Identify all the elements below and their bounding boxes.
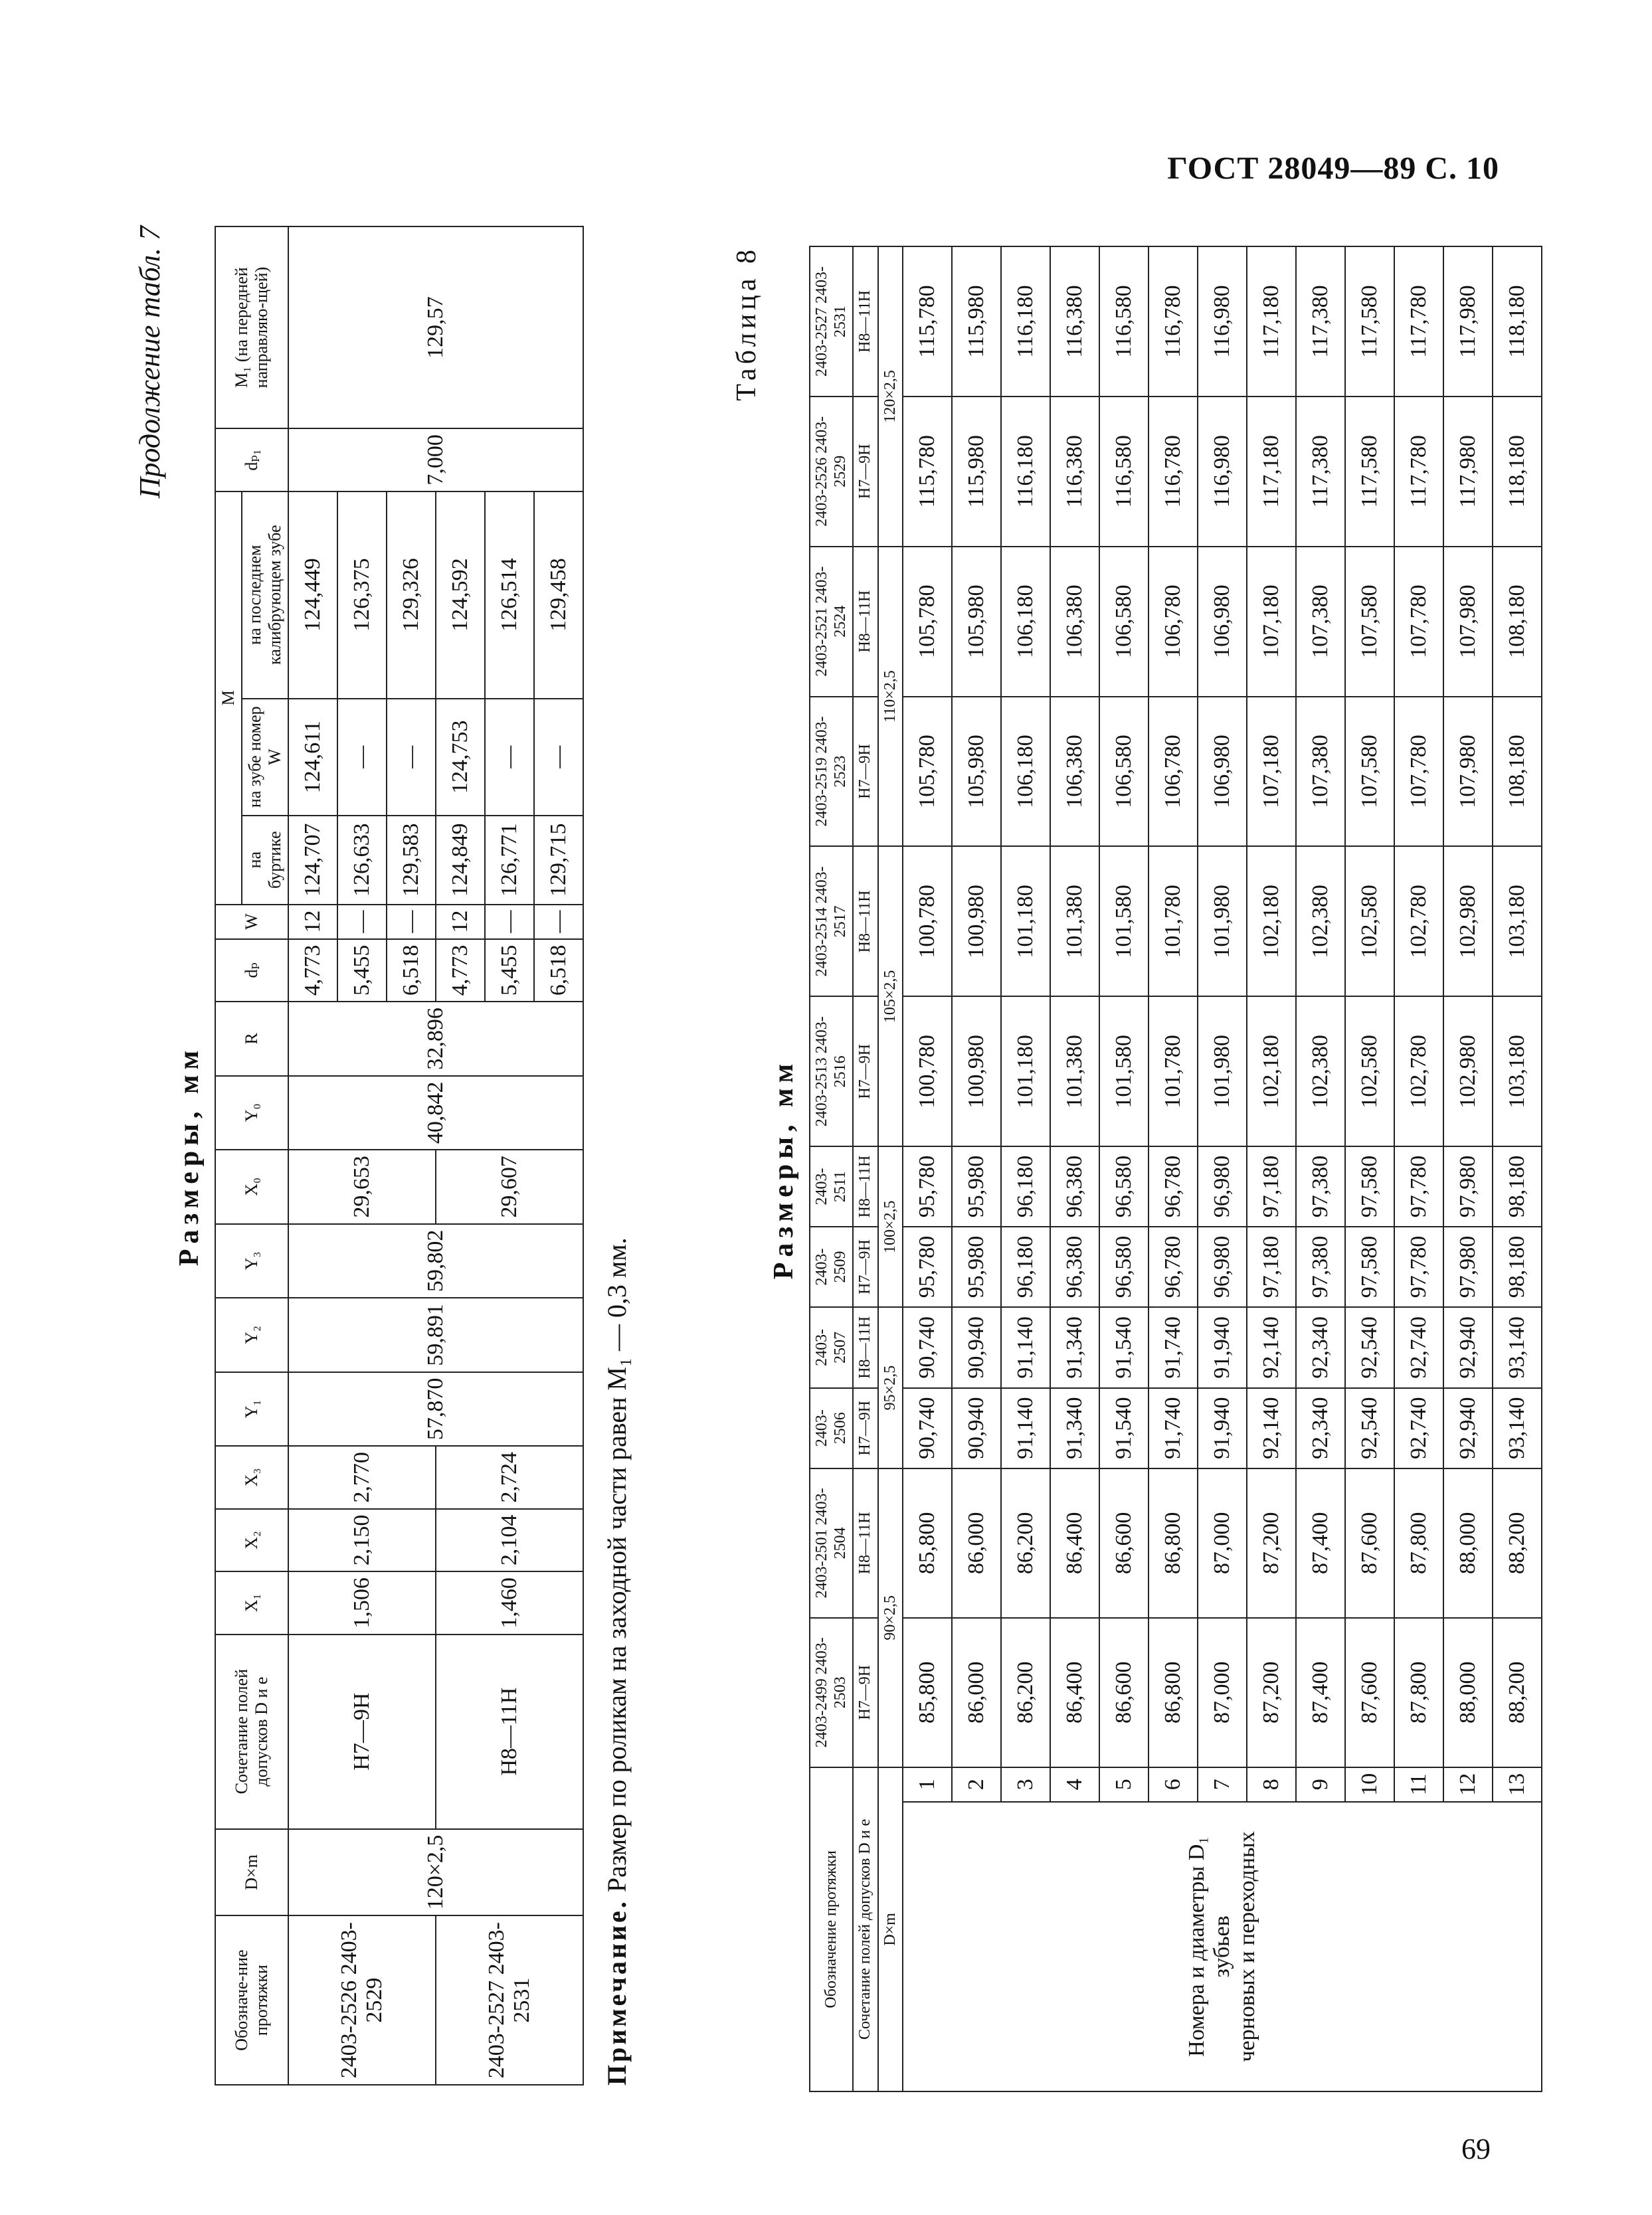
t8-cell: 118,180	[1493, 246, 1542, 397]
t8-cell: 95,780	[903, 1227, 952, 1307]
t8-cell: 91,540	[1099, 1388, 1148, 1468]
t7-h-x1: X₁	[215, 1571, 288, 1635]
t8-cell: 96,780	[1148, 1227, 1198, 1307]
t8-cell: 117,580	[1345, 397, 1394, 547]
t8-cell: 88,200	[1493, 1618, 1542, 1767]
t8-cell: 101,580	[1099, 996, 1148, 1146]
t7-h-m1: M₁ (на передней направляю-щей)	[215, 226, 288, 428]
t8-cell: 87,800	[1394, 1468, 1443, 1618]
t8-cell: 116,180	[1001, 246, 1050, 397]
t8-cell: 88,000	[1443, 1468, 1493, 1618]
t8-cell: 86,000	[952, 1618, 1001, 1767]
t8-cell: 87,600	[1345, 1468, 1394, 1618]
t8-cell: 102,180	[1247, 846, 1296, 996]
t7-mtooth: 124,753	[436, 699, 485, 816]
t7-msh: 126,771	[485, 816, 534, 905]
t8-cell: 86,000	[952, 1468, 1001, 1618]
t8-cell: 91,540	[1099, 1307, 1148, 1387]
t8-cell: 86,800	[1148, 1468, 1198, 1618]
t8-cell: 91,740	[1148, 1388, 1198, 1468]
t8-tooth-number: 6	[1148, 1767, 1198, 1802]
t8-side-label-b: черновых и переходных	[1235, 1831, 1260, 2062]
t8-cell: 90,740	[903, 1307, 952, 1387]
t7-h-dp: dₚ	[215, 939, 288, 1002]
t8-col-tol: H8—11H	[853, 1307, 878, 1387]
t7-mtooth: —	[485, 699, 534, 816]
t7-msh: 124,707	[288, 816, 337, 905]
t7-h-y2: Y₂	[215, 1298, 288, 1372]
t8-cell: 87,000	[1198, 1618, 1247, 1767]
t8-cell: 92,340	[1296, 1307, 1345, 1387]
t8-cell: 103,180	[1493, 996, 1542, 1146]
t8-cell: 116,380	[1050, 246, 1099, 397]
t8-cell: 102,380	[1296, 846, 1345, 996]
table8-title: Таблица 8	[731, 246, 762, 401]
t8-cell: 115,980	[952, 397, 1001, 547]
t8-cell: 115,780	[903, 246, 952, 397]
t8-cell: 105,780	[903, 547, 952, 697]
t7-y0: 40,842	[288, 1076, 583, 1150]
t8-cell: 90,940	[952, 1307, 1001, 1387]
page-number: 69	[1461, 2133, 1491, 2165]
t7-h-m-shoulder: на буртике	[242, 816, 288, 905]
t8-cell: 87,400	[1296, 1468, 1345, 1618]
t7-msh: 129,715	[534, 816, 583, 905]
t8-cell: 117,580	[1345, 246, 1394, 397]
t8-col-tol: H7—9H	[853, 1388, 878, 1468]
t7-w: —	[387, 905, 436, 939]
t7-x0: 29,653	[288, 1150, 436, 1224]
t7-w: 12	[288, 905, 337, 939]
t8-cell: 118,180	[1493, 397, 1542, 547]
t8-cell: 97,980	[1443, 1227, 1493, 1307]
t8-tooth-number: 3	[1001, 1767, 1050, 1802]
t7-mlast: 124,592	[436, 491, 485, 699]
t7-w: 12	[436, 905, 485, 939]
t8-cell: 103,180	[1493, 846, 1542, 996]
t8-cell: 107,780	[1394, 697, 1443, 847]
t8-dxm-group: 110×2,5	[878, 547, 903, 847]
table8-units: Размеры, мм	[769, 1058, 799, 1280]
t8-cell: 115,780	[903, 397, 952, 547]
t7-h-y1: Y₁	[215, 1372, 288, 1447]
t7-msh: 126,633	[337, 816, 387, 905]
t8-tooth-number: 13	[1493, 1767, 1542, 1802]
t8-cell: 90,940	[952, 1388, 1001, 1468]
t8-dxm-group: 90×2,5	[878, 1468, 903, 1767]
t8-cell: 106,380	[1050, 697, 1099, 847]
t8-cell: 96,580	[1099, 1227, 1148, 1307]
t8-cell: 100,780	[903, 996, 952, 1146]
t8-cell: 107,580	[1345, 697, 1394, 847]
t8-cell: 116,580	[1099, 246, 1148, 397]
t8-cell: 101,980	[1198, 996, 1247, 1146]
t8-col-tol: H7—9H	[853, 1227, 878, 1307]
t8-cell: 86,200	[1001, 1468, 1050, 1618]
t8-col-code: 2403-2526 2403-2529	[810, 397, 853, 547]
t8-cell: 117,780	[1394, 397, 1443, 547]
t8-cell: 95,780	[903, 1146, 952, 1227]
t7-h-x0: X₀	[215, 1150, 288, 1224]
t8-cell: 93,140	[1493, 1388, 1542, 1468]
t8-col-tol: H8—11H	[853, 1468, 878, 1618]
table8-block	[731, 246, 1542, 2092]
t8-cell: 96,980	[1198, 1146, 1247, 1227]
t7-w: —	[534, 905, 583, 939]
t8-col-code: 2403-2507	[810, 1307, 853, 1387]
t8-cell: 92,140	[1247, 1307, 1296, 1387]
t7-mtooth: —	[387, 699, 436, 816]
t7-h-dp1: dₚ₁	[215, 428, 288, 491]
t8-cell: 86,400	[1050, 1618, 1099, 1767]
t8-cell: 102,980	[1443, 996, 1493, 1146]
t7-x0: 29,607	[436, 1150, 583, 1224]
t8-cell: 102,780	[1394, 996, 1443, 1146]
t8-cell: 86,600	[1099, 1618, 1148, 1767]
t8-cell: 101,380	[1050, 996, 1099, 1146]
t8-cell: 92,540	[1345, 1388, 1394, 1468]
t8-cell: 85,800	[903, 1468, 952, 1618]
t7-h-m-last: на последнем калибрующем зубе	[242, 491, 288, 699]
t7-h-m: M	[215, 491, 242, 905]
t8-cell: 92,140	[1247, 1388, 1296, 1468]
t8-cell: 86,200	[1001, 1618, 1050, 1767]
t8-tooth-number: 9	[1296, 1767, 1345, 1802]
t8-cell: 107,180	[1247, 697, 1296, 847]
t8-cell: 117,380	[1296, 246, 1345, 397]
t7-h-y3: Y₃	[215, 1224, 288, 1298]
t8-cell: 116,980	[1198, 397, 1247, 547]
table7-units: Размеры, мм	[174, 1045, 205, 1267]
t8-cell: 95,980	[952, 1227, 1001, 1307]
t8-col-code: 2403-2513 2403-2516	[810, 996, 853, 1146]
t8-tooth-number: 4	[1050, 1767, 1099, 1802]
t8-cell: 101,380	[1050, 846, 1099, 996]
t8-cell: 93,140	[1493, 1307, 1542, 1387]
t8-dxm-group: 100×2,5	[878, 1146, 903, 1307]
t8-cell: 106,580	[1099, 697, 1148, 847]
t7-h-tolerance: Сочетание полей допусков D и e	[215, 1635, 288, 1829]
t7-dp: 5,455	[485, 939, 534, 1002]
table7-note	[601, 226, 632, 2085]
t8-tooth-number: 1	[903, 1767, 952, 1802]
t8-cell: 102,380	[1296, 996, 1345, 1146]
t8-col-tol: H7—9H	[853, 1618, 878, 1767]
t8-cell: 91,740	[1148, 1307, 1198, 1387]
table-row	[436, 226, 485, 2085]
t8-cell: 91,940	[1198, 1388, 1247, 1468]
t8-tooth-number: 10	[1345, 1767, 1394, 1802]
t8-cell: 87,800	[1394, 1618, 1443, 1767]
t8-cell: 97,780	[1394, 1227, 1443, 1307]
t8-cell: 107,180	[1247, 547, 1296, 697]
t7-dp: 4,773	[436, 939, 485, 1002]
t8-cell: 116,780	[1148, 397, 1198, 547]
t8-cell: 117,980	[1443, 246, 1493, 397]
t7-y1: 57,870	[288, 1372, 583, 1447]
t8-cell: 116,380	[1050, 397, 1099, 547]
t8-cell: 87,400	[1296, 1618, 1345, 1767]
t8-cell: 117,380	[1296, 397, 1345, 547]
page-header: ГОСТ 28049—89 С. 10	[1167, 151, 1499, 186]
t8-col-tol: H7—9H	[853, 697, 878, 847]
t8-cell: 87,200	[1247, 1618, 1296, 1767]
t7-w: —	[337, 905, 387, 939]
t8-cell: 91,340	[1050, 1307, 1099, 1387]
t8-cell: 106,180	[1001, 697, 1050, 847]
t8-cell: 102,580	[1345, 996, 1394, 1146]
t8-cell: 106,580	[1099, 547, 1148, 697]
t8-side-label	[903, 1802, 1542, 2091]
t8-cell: 107,780	[1394, 547, 1443, 697]
t8-dxm-group: 120×2,5	[878, 246, 903, 547]
t8-cell: 96,980	[1198, 1227, 1247, 1307]
t8-cell: 97,780	[1394, 1146, 1443, 1227]
table8	[809, 246, 1542, 2092]
t7-x2: 2,104	[436, 1509, 583, 1572]
t8-col-tol: H8—11H	[853, 1146, 878, 1227]
t8-col-code: 2403-2506	[810, 1388, 853, 1468]
t7-h-designation: Обозначе-ние протяжки	[215, 1915, 288, 2085]
t8-cell: 95,980	[952, 1146, 1001, 1227]
t8-cell: 107,380	[1296, 697, 1345, 847]
t8-cell: 97,580	[1345, 1227, 1394, 1307]
t8-cell: 105,980	[952, 547, 1001, 697]
t7-tol: H7—9H	[288, 1635, 436, 1829]
t8-cell: 97,980	[1443, 1146, 1493, 1227]
t7-mtooth: 124,611	[288, 699, 337, 816]
t7-r: 32,896	[288, 1002, 583, 1076]
t7-h-x3: X₃	[215, 1446, 288, 1509]
t8-cell: 96,180	[1001, 1227, 1050, 1307]
t8-cell: 100,780	[903, 846, 952, 996]
t7-x2: 2,150	[288, 1509, 436, 1572]
t7-x3: 2,770	[288, 1446, 436, 1509]
t7-dp: 5,455	[337, 939, 387, 1002]
table7-note-text: Размер по роликам на заходной части равен M₁ — 0,3 мм.	[601, 1237, 632, 1893]
t7-mtooth: —	[534, 699, 583, 816]
t7-m1: 129,57	[288, 226, 583, 428]
t8-cell: 117,180	[1247, 246, 1296, 397]
t8-cell: 98,180	[1493, 1227, 1542, 1307]
t8-cell: 88,200	[1493, 1468, 1542, 1618]
t8-col-code: 2403-2521 2403-2524	[810, 547, 853, 697]
t8-cell: 116,580	[1099, 397, 1148, 547]
t8-cell: 106,780	[1148, 697, 1198, 847]
t8-col-code: 2403-2509	[810, 1227, 853, 1307]
t7-h-dxm: D×m	[215, 1829, 288, 1916]
t8-cell: 101,780	[1148, 996, 1198, 1146]
t8-cell: 101,180	[1001, 846, 1050, 996]
t8-cell: 117,180	[1247, 397, 1296, 547]
table7-block	[133, 226, 632, 2085]
t8-cell: 106,980	[1198, 697, 1247, 847]
table-row	[288, 226, 337, 2085]
t8-cell: 91,140	[1001, 1388, 1050, 1468]
t8-cell: 85,800	[903, 1618, 952, 1767]
t8-cell: 102,780	[1394, 846, 1443, 996]
t8-col-tol: H7—9H	[853, 996, 878, 1146]
table7-note-label: Примечание.	[601, 1899, 632, 2085]
t8-dxm-group: 105×2,5	[878, 846, 903, 1146]
t8-cell: 87,000	[1198, 1468, 1247, 1618]
t8-cell: 106,380	[1050, 547, 1099, 697]
t8-cell: 97,580	[1345, 1146, 1394, 1227]
t8-h-tolerance: Сочетание полей допусков D и e	[853, 1767, 878, 2091]
t8-cell: 105,980	[952, 697, 1001, 847]
t8-cell: 91,940	[1198, 1307, 1247, 1387]
t7-w: —	[485, 905, 534, 939]
t8-tooth-number: 5	[1099, 1767, 1148, 1802]
t8-tooth-number: 2	[952, 1767, 1001, 1802]
t8-cell: 98,180	[1493, 1146, 1542, 1227]
t7-code: 2403-2527 2403-2531	[436, 1915, 583, 2085]
t8-tooth-number: 8	[1247, 1767, 1296, 1802]
t7-mlast: 126,514	[485, 491, 534, 699]
t8-cell: 101,580	[1099, 846, 1148, 996]
t8-cell: 106,780	[1148, 547, 1198, 697]
t8-cell: 105,780	[903, 697, 952, 847]
t7-mtooth: —	[337, 699, 387, 816]
t8-cell: 91,140	[1001, 1307, 1050, 1387]
t8-cell: 102,180	[1247, 996, 1296, 1146]
t8-cell: 101,180	[1001, 996, 1050, 1146]
t8-cell: 106,980	[1198, 547, 1247, 697]
t8-cell: 96,380	[1050, 1146, 1099, 1227]
t7-h-x2: X₂	[215, 1509, 288, 1572]
t8-cell: 102,580	[1345, 846, 1394, 996]
t8-cell: 116,780	[1148, 246, 1198, 397]
t8-cell: 117,980	[1443, 397, 1493, 547]
t8-cell: 96,380	[1050, 1227, 1099, 1307]
t8-cell: 107,580	[1345, 547, 1394, 697]
t8-cell: 91,340	[1050, 1388, 1099, 1468]
t8-cell: 117,780	[1394, 246, 1443, 397]
t7-h-r: R	[215, 1002, 288, 1076]
t8-cell: 92,340	[1296, 1388, 1345, 1468]
t8-cell: 96,780	[1148, 1146, 1198, 1227]
t8-cell: 100,980	[952, 996, 1001, 1146]
t8-cell: 87,200	[1247, 1468, 1296, 1618]
t8-dxm-group: 95×2,5	[878, 1307, 903, 1468]
t8-cell: 92,940	[1443, 1388, 1493, 1468]
t8-cell: 97,380	[1296, 1146, 1345, 1227]
t8-cell: 97,180	[1247, 1227, 1296, 1307]
t8-cell: 101,980	[1198, 846, 1247, 996]
t8-cell: 86,800	[1148, 1618, 1198, 1767]
t8-tooth-number: 7	[1198, 1767, 1247, 1802]
t8-col-tol: H8—11H	[853, 846, 878, 996]
t8-cell: 106,180	[1001, 547, 1050, 697]
t7-mlast: 124,449	[288, 491, 337, 699]
t8-cell: 96,180	[1001, 1146, 1050, 1227]
t8-col-tol: H8—11H	[853, 246, 878, 397]
t7-mlast: 129,458	[534, 491, 583, 699]
t8-cell: 107,380	[1296, 547, 1345, 697]
t8-cell: 92,740	[1394, 1388, 1443, 1468]
t8-cell: 92,540	[1345, 1307, 1394, 1387]
table-row	[903, 246, 952, 2091]
t7-msh: 124,849	[436, 816, 485, 905]
t8-cell: 107,980	[1443, 547, 1493, 697]
t8-cell: 116,180	[1001, 397, 1050, 547]
t7-x3: 2,724	[436, 1446, 583, 1509]
t8-cell: 102,980	[1443, 846, 1493, 996]
t7-dp: 6,518	[387, 939, 436, 1002]
t8-col-code: 2403-2519 2403-2523	[810, 697, 853, 847]
t8-h-dxm: D×m	[878, 1767, 903, 2091]
t8-cell: 96,580	[1099, 1146, 1148, 1227]
t8-col-code: 2403-2511	[810, 1146, 853, 1227]
t8-col-code: 2403-2501 2403-2504	[810, 1468, 853, 1618]
t8-col-code: 2403-2514 2403-2517	[810, 846, 853, 996]
t8-cell: 88,000	[1443, 1618, 1493, 1767]
t7-code: 2403-2526 2403-2529	[288, 1915, 436, 2085]
t7-x1: 1,460	[436, 1571, 583, 1635]
t8-cell: 100,980	[952, 846, 1001, 996]
t7-mlast: 126,375	[337, 491, 387, 699]
t8-cell: 108,180	[1493, 547, 1542, 697]
t7-msh: 129,583	[387, 816, 436, 905]
t8-cell: 86,600	[1099, 1468, 1148, 1618]
t8-cell: 116,980	[1198, 246, 1247, 397]
t7-h-m-tooth: на зубе номер W	[242, 699, 288, 816]
t7-dp1: 7,000	[288, 428, 583, 491]
t8-h-designation: Обозначение протяжки	[810, 1767, 853, 2091]
t8-tooth-number: 11	[1394, 1767, 1443, 1802]
t8-col-tol: H8—11H	[853, 547, 878, 697]
t8-col-tol: H7—9H	[853, 397, 878, 547]
table7-continuation: Продолжение табл. 7	[134, 226, 166, 499]
t8-cell: 101,780	[1148, 846, 1198, 996]
table7	[215, 226, 584, 2085]
t8-cell: 87,600	[1345, 1618, 1394, 1767]
t8-col-code: 2403-2527 2403-2531	[810, 246, 853, 397]
t7-dp: 4,773	[288, 939, 337, 1002]
t7-y2: 59,891	[288, 1298, 583, 1372]
t8-cell: 97,180	[1247, 1146, 1296, 1227]
t7-dxm: 120×2,5	[288, 1829, 583, 1916]
t7-x1: 1,506	[288, 1571, 436, 1635]
t8-col-code: 2403-2499 2403-2503	[810, 1618, 853, 1767]
t8-tooth-number: 12	[1443, 1767, 1493, 1802]
t8-cell: 97,380	[1296, 1227, 1345, 1307]
t7-mlast: 129,326	[387, 491, 436, 699]
t8-cell: 92,740	[1394, 1307, 1443, 1387]
t8-cell: 92,940	[1443, 1307, 1493, 1387]
t7-dp: 6,518	[534, 939, 583, 1002]
t8-cell: 86,400	[1050, 1468, 1099, 1618]
t8-cell: 115,980	[952, 246, 1001, 397]
t8-side-label-a: Номера и диаметры D₁ зубьев	[1184, 1836, 1235, 2057]
t8-cell: 108,180	[1493, 697, 1542, 847]
t7-h-y0: Y₀	[215, 1076, 288, 1150]
t8-cell: 107,980	[1443, 697, 1493, 847]
t7-y3: 59,802	[288, 1224, 583, 1298]
t7-h-w: W	[215, 905, 288, 939]
t7-tol: H8—11H	[436, 1635, 583, 1829]
t8-cell: 90,740	[903, 1388, 952, 1468]
